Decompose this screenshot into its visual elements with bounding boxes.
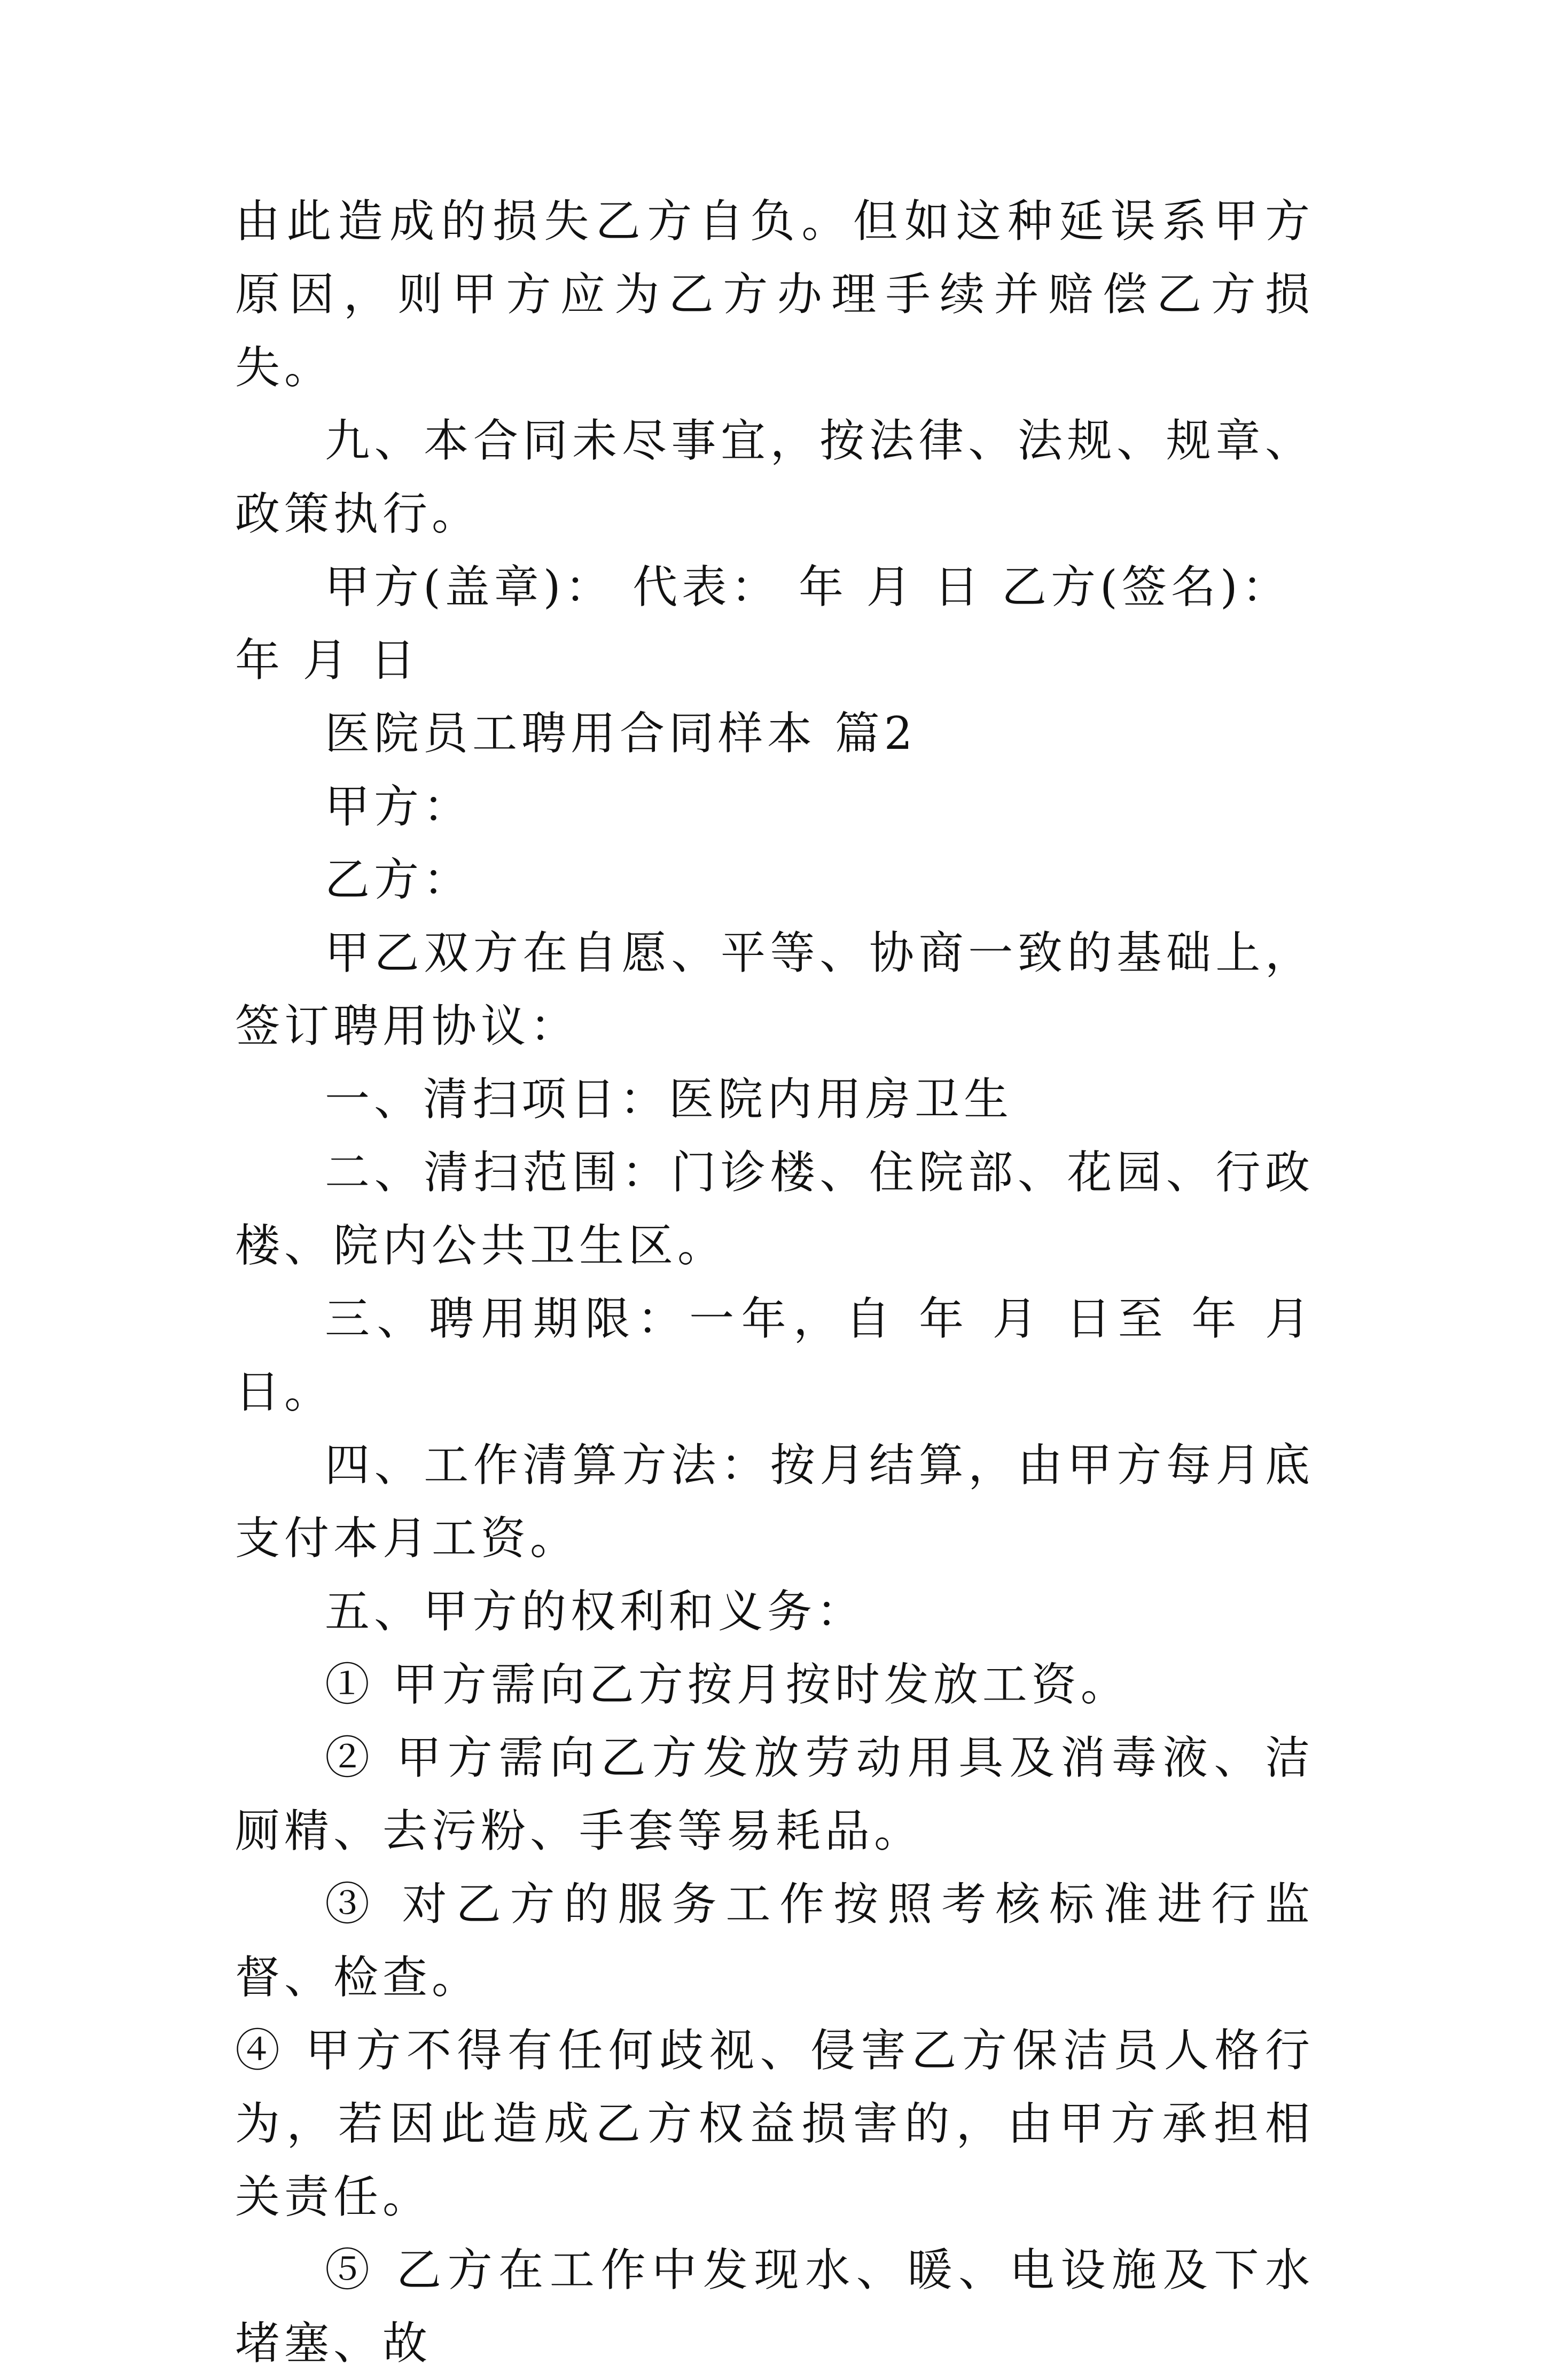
paragraph-item-1: ① 甲方需向乙方按月按时发放工资。	[325, 1658, 1130, 1711]
paragraph-item-4: ④ 甲方不得有任何歧视、侵害乙方保洁员人格行为，若因此造成乙方权益损害的，由甲方承担相关责任。	[235, 2024, 1314, 2223]
paragraph-item-5: ⑤ 乙方在工作中发现水、暖、电设施及下水堵塞、故	[235, 2244, 1314, 2369]
paragraph-clause-nine: 九、本合同未尽事宜，按法律、法规、规章、政策执行。	[235, 414, 1314, 540]
paragraph-delay-loss: 由此造成的损失乙方自负。但如这种延误系甲方原因，则甲方应为乙方办理手续并赔偿乙方损失。	[235, 195, 1314, 394]
section-heading: 医院员工聘用合同样本 篇2	[325, 707, 917, 760]
paragraph-item-2: ② 甲方需向乙方发放劳动用具及消毒液、洁厕精、去污粉、手套等易耗品。	[235, 1732, 1314, 1857]
paragraph-clause-three: 三、聘用期限：一年，自 年 月 日至 年 月 日。	[235, 1293, 1314, 1418]
paragraph-item-3: ③ 对乙方的服务工作按照考核标准进行监督、检查。	[235, 1878, 1314, 2003]
paragraph-clause-two: 二、清扫范围：门诊楼、住院部、花园、行政楼、院内公共卫生区。	[235, 1146, 1314, 1272]
paragraph-clause-one: 一、清扫项日：医院内用房卫生	[325, 1073, 1013, 1125]
paragraph-party-b: 乙方：	[325, 854, 473, 906]
document-body	[235, 185, 1314, 2380]
paragraph-signature-line: 甲方(盖章)： 代表： 年 月 日 乙方(签名)： 年 月 日	[235, 561, 1291, 686]
paragraph-clause-four: 四、工作清算方法：按月结算，由甲方每月底支付本月工资。	[235, 1439, 1314, 1564]
paragraph-agreement-intro: 甲乙双方在自愿、平等、协商一致的基础上，签订聘用协议：	[235, 927, 1314, 1052]
paragraph-party-a: 甲方：	[325, 780, 473, 833]
paragraph-clause-five: 五、甲方的权利和义务：	[325, 1585, 866, 1638]
